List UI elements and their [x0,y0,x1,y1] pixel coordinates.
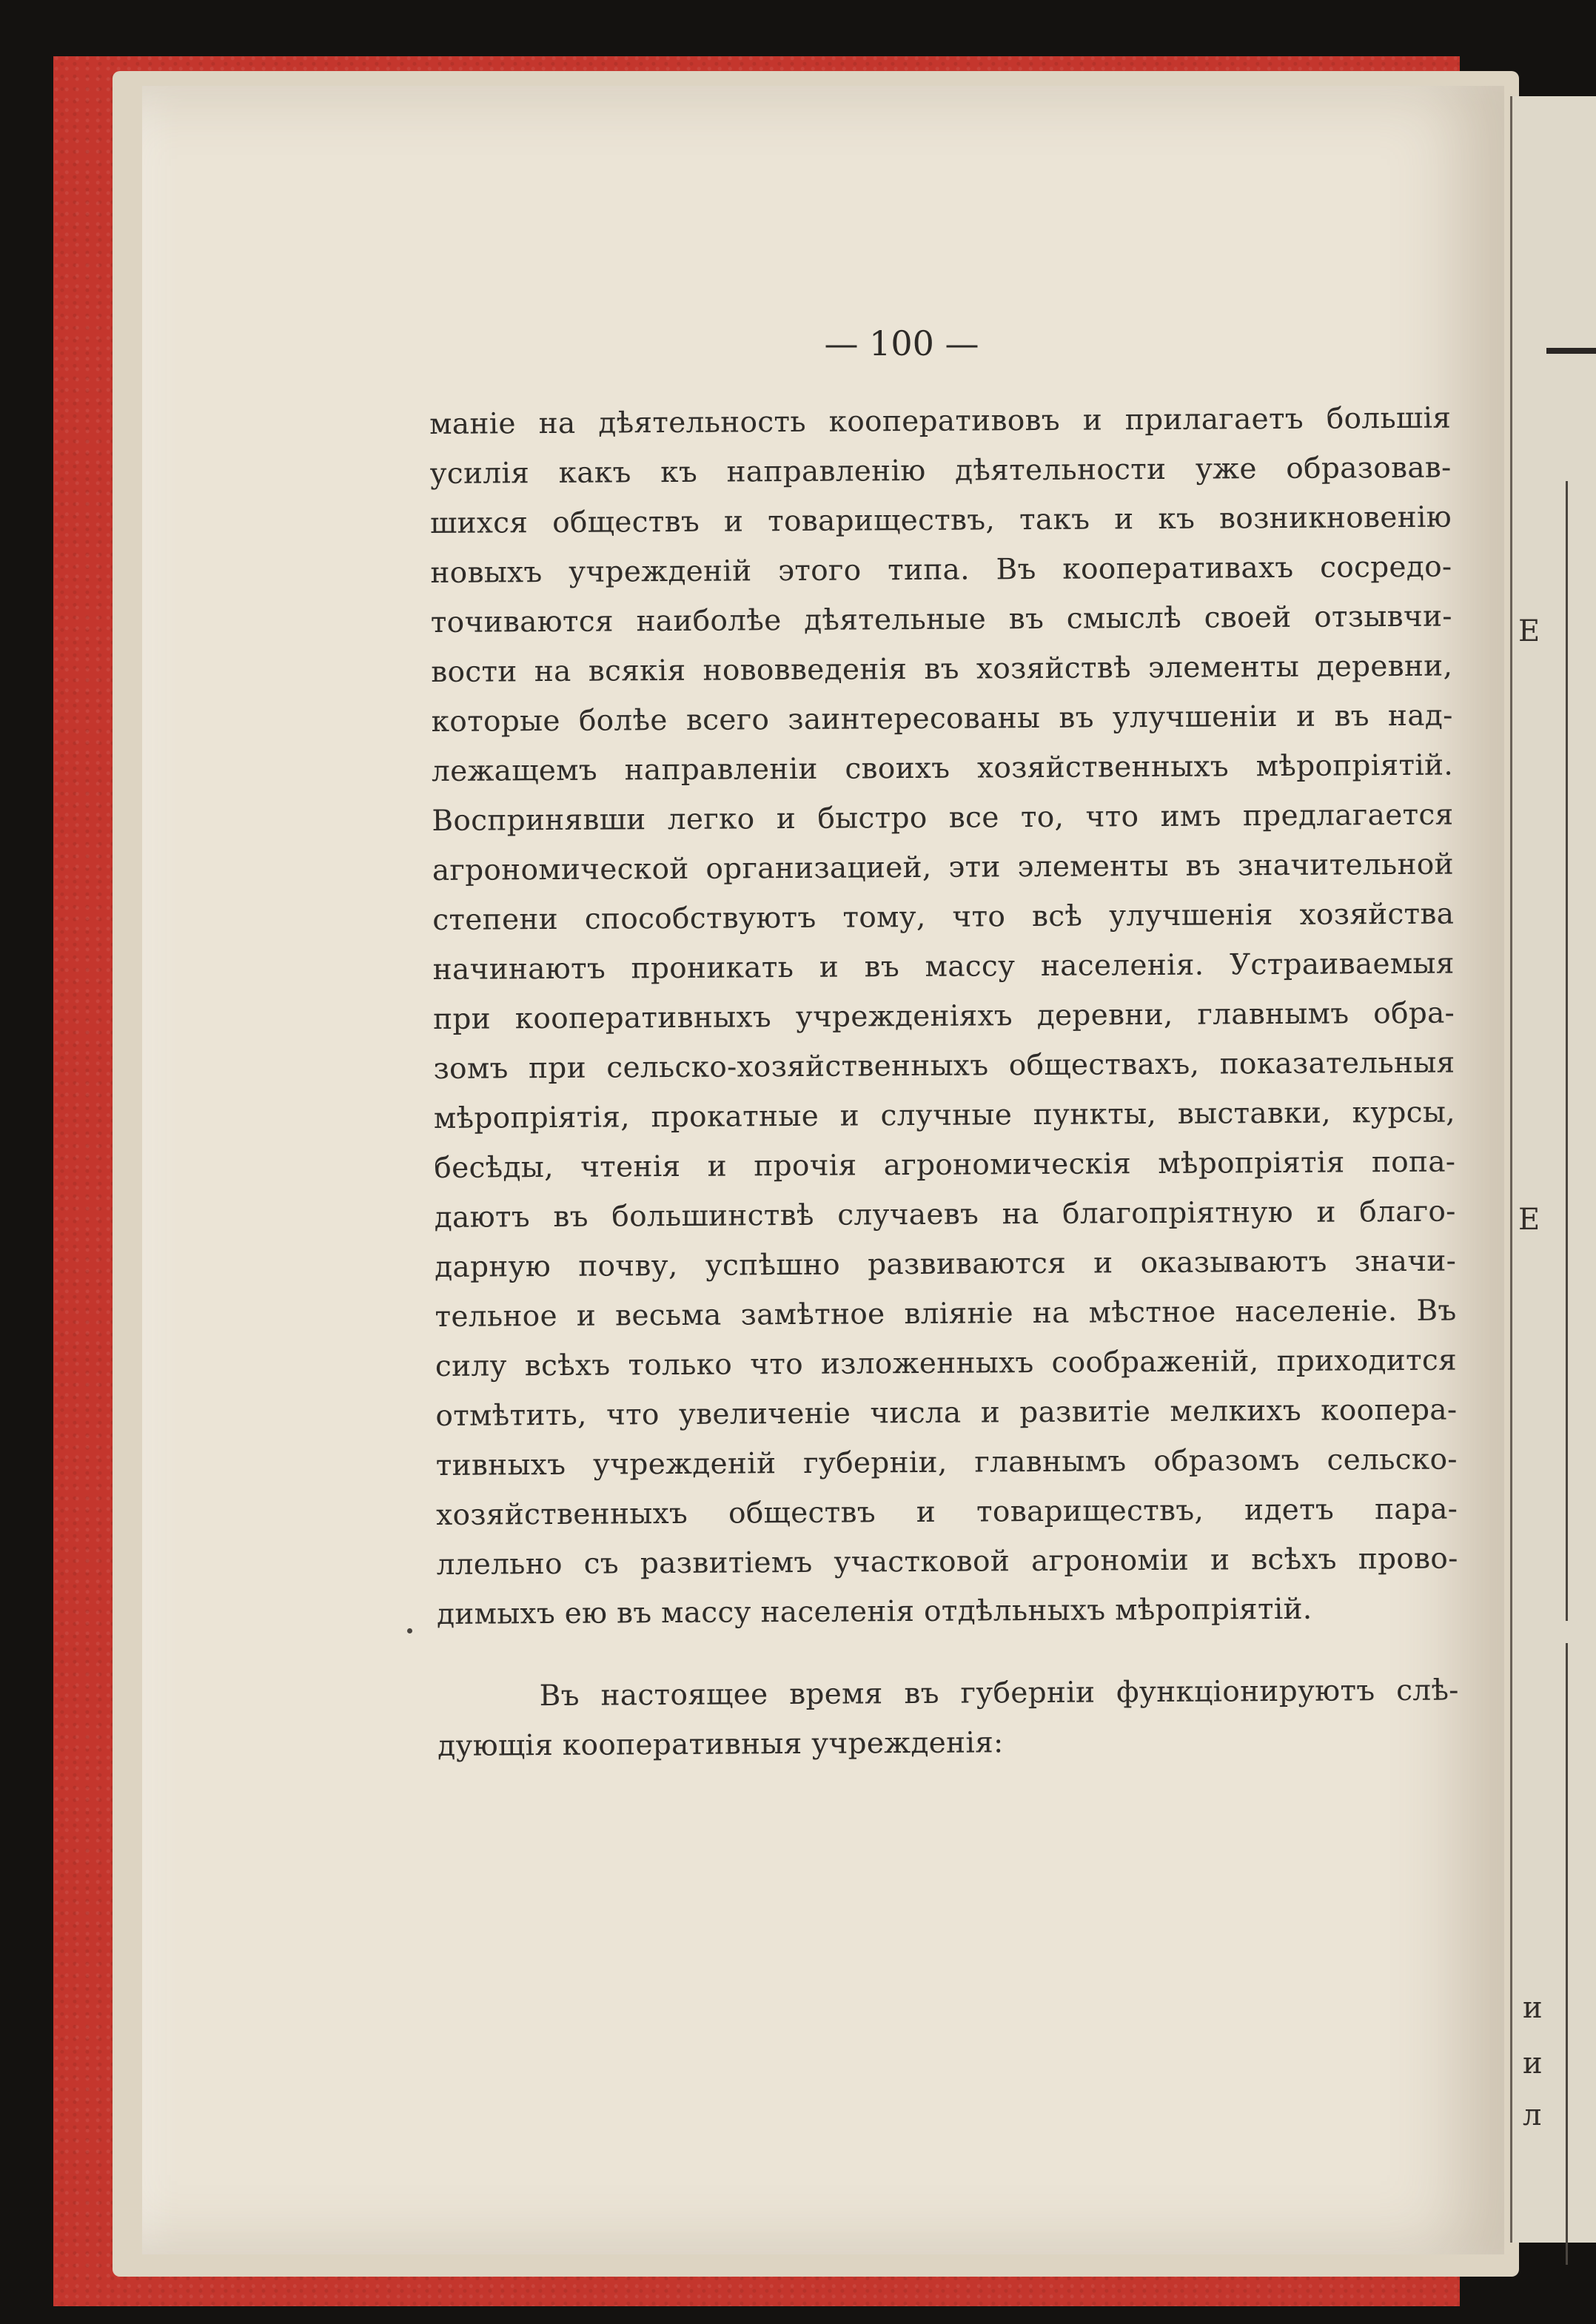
text-line: вости на всякія нововведенія въ хозяйствѣ элементы деревни, [431,649,1453,689]
text-line: Воспринявши легко и быстро все то, что имъ предлагается [432,798,1454,838]
text-line: при кооперативныхъ учрежденіяхъ деревни, главнымъ обра- [432,996,1455,1036]
page-body-text [429,394,1459,1771]
text-line: Въ настоящее время въ губерніи функціонируютъ слѣ- [539,1673,1459,1713]
paragraph-2 [437,1666,1460,1771]
text-line: бесѣды, чтенія и прочія агрономическія мѣропріятія попа- [434,1145,1456,1185]
text-line: шихся обществъ и товариществъ, такъ и къ возникновенію [429,500,1452,540]
text-line: тельное и весьма замѣтное вліяніе на мѣстное населеніе. Въ [435,1294,1457,1334]
text-line: степени способствуютъ тому, что всѣ улучшенія хозяйства [432,897,1455,937]
text-line: лежащемъ направленіи своихъ хозяйственныхъ мѣропріятій. [431,748,1454,788]
text-line: хозяйственныхъ обществъ и товариществъ, идетъ пара- [436,1492,1458,1532]
adjacent-page-glyph: л [1523,2098,1542,2132]
adjacent-page-column-line [1566,481,1568,1621]
adjacent-page-glyph: и [1523,1991,1543,2025]
paper-speck [407,1628,412,1633]
text-line: тивныхъ учрежденій губерніи, главнымъ образомъ сельско- [435,1443,1458,1482]
text-line: усилія какъ къ направленію дѣятельности уже образовав- [429,451,1452,491]
text-line: силу всѣхъ только что изложенныхъ соображеній, приходится [435,1343,1458,1383]
text-line: которые болѣе всего заинтересованы въ улучшеніи и въ над- [431,699,1453,739]
paragraph-1 [429,394,1458,1639]
text-line: даютъ въ большинствѣ случаевъ на благопріятную и благо- [434,1195,1456,1235]
text-line: агрономической организацией, эти элементы въ значительной [432,847,1454,887]
adjacent-page-glyph: и [1523,2046,1543,2080]
adjacent-page-strip [1510,96,1596,2243]
text-line: димыхъ ею въ массу населенія отдѣльныхъ мѣропріятій. [436,1592,1312,1631]
page-number: — 100 — [824,323,979,363]
adjacent-page-column-line [1566,1643,1568,2265]
adjacent-page-glyph: Е [1518,1203,1540,1237]
text-line: дующія кооперативныя учрежденія: [437,1726,1004,1763]
text-line: ллельно съ развитіемъ участковой агрономіи и всѣхъ прово- [436,1542,1458,1582]
text-line: мѣропріятія, прокатные и случные пункты, выставки, курсы, [433,1095,1456,1135]
text-line: отмѣтить, что увеличеніе числа и развитіе мелкихъ коопера- [435,1393,1458,1433]
text-line: зомъ при сельско-хозяйственныхъ обществахъ, показательныя [433,1046,1455,1086]
adjacent-page-glyph: Е [1518,614,1540,648]
text-line: новыхъ учрежденій этого типа. Въ кооперативахъ сосредо- [430,550,1452,590]
text-line: точиваются наиболѣе дѣятельные въ смыслѣ своей отзывчи- [430,600,1452,639]
text-line: дарную почву, успѣшно развиваются и оказываютъ значи- [435,1244,1457,1284]
text-line: маніе на дѣятельность кооперативовъ и прилагаетъ большія [429,401,1452,441]
text-line: начинаютъ проникать и въ массу населенія. Устраиваемыя [432,947,1455,987]
